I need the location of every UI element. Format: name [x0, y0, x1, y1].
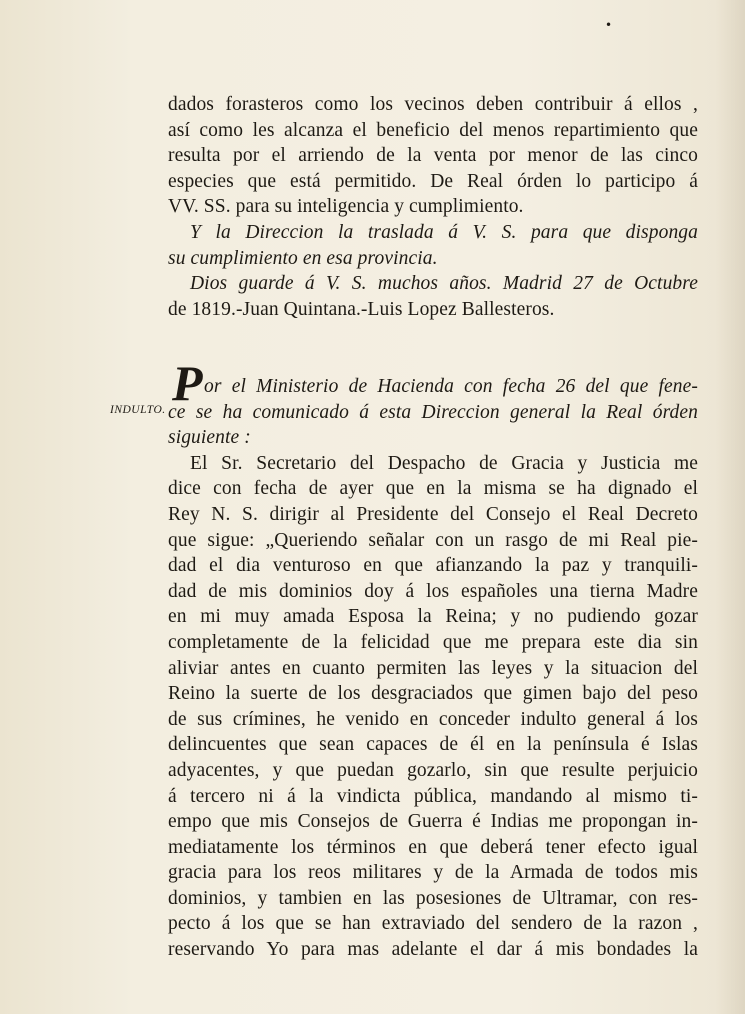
- section-two: [168, 374, 698, 963]
- text-line: dominios, y tambien en las posesiones de Ultramar, con res-: [168, 887, 698, 909]
- italic-line: Y la Direccion la traslada á V. S. para que disponga: [190, 221, 698, 243]
- text-line: gracia para los reos militares y de la Armada de todos mis: [168, 862, 698, 884]
- text-line: empo que mis Consejos de Guerra é Indias me propongan in-: [168, 811, 698, 833]
- text-line: completamente de la felicidad que me prepara este dia sin: [168, 631, 698, 653]
- italic-intro-line: siguiente :: [168, 427, 251, 449]
- text-line: de sus crímines, he venido en conceder indulto general á los: [168, 708, 698, 730]
- drop-cap: P: [172, 355, 203, 411]
- text-line: en mi muy amada Esposa la Reina; y no pudiendo gozar: [168, 606, 698, 628]
- text-line: reservando Yo para mas adelante el dar á mis bondades la: [168, 939, 698, 961]
- text-line: así como les alcanza el beneficio del menos repartimiento que: [168, 119, 698, 141]
- top-mark: •: [605, 18, 613, 32]
- text-line: delincuentes que sean capaces de él en la península é Islas: [168, 734, 698, 756]
- page-fold-shadow: [715, 0, 745, 1014]
- text-line: El Sr. Secretario del Despacho de Gracia y Justicia me: [190, 452, 698, 474]
- text-line: dad el dia venturoso en que afianzando la paz y tranquili-: [168, 555, 698, 577]
- text-line: á tercero ni á la vindicta pública, mandando al mismo ti-: [168, 785, 698, 807]
- margin-note: INDULTO.: [110, 404, 166, 416]
- italic-intro-line: ce se ha comunicado á esta Direccion general la Real órden: [168, 401, 698, 423]
- italic-line: Dios guarde á V. S. muchos años. Madrid 27 de Octubre: [190, 273, 698, 295]
- text-line: dad de mis dominios doy á los españoles una tierna Madre: [168, 580, 698, 602]
- text-line: pecto á los que se han extraviado del sendero de la razon ,: [168, 913, 698, 935]
- text-line: adyacentes, y que puedan gozarlo, sin que resulte perjuicio: [168, 759, 698, 781]
- text-line: especies que está permitido. De Real órden lo participo á: [168, 170, 698, 192]
- text-line: mediatamente los términos en que deberá tener efecto igual: [168, 836, 698, 858]
- text-line: Rey N. S. dirigir al Presidente del Consejo el Real Decreto: [168, 503, 698, 525]
- closing-line: de 1819.-Juan Quintana.-Luis Lopez Ballesteros.: [168, 298, 555, 320]
- section-one: [168, 92, 698, 322]
- text-line: que sigue: „Queriendo señalar con un rasgo de mi Real pie-: [168, 529, 698, 551]
- italic-intro-line: or el Ministerio de Hacienda con fecha 26 del que fene-: [204, 376, 698, 397]
- text-line: dice con fecha de ayer que en la misma se ha dignado el: [168, 478, 698, 500]
- text-line: dados forasteros como los vecinos deben contribuir á ellos ,: [168, 94, 698, 115]
- text-line: VV. SS. para su inteligencia y cumplimiento.: [168, 196, 524, 218]
- text-line: Reino la suerte de los desgraciados que gimen bajo del peso: [168, 683, 698, 705]
- italic-line: su cumplimiento en esa provincia.: [168, 247, 438, 269]
- text-line: aliviar antes en cuanto permiten las leyes y la situacion del: [168, 657, 698, 679]
- text-line: resulta por el arriendo de la venta por menor de las cinco: [168, 145, 698, 167]
